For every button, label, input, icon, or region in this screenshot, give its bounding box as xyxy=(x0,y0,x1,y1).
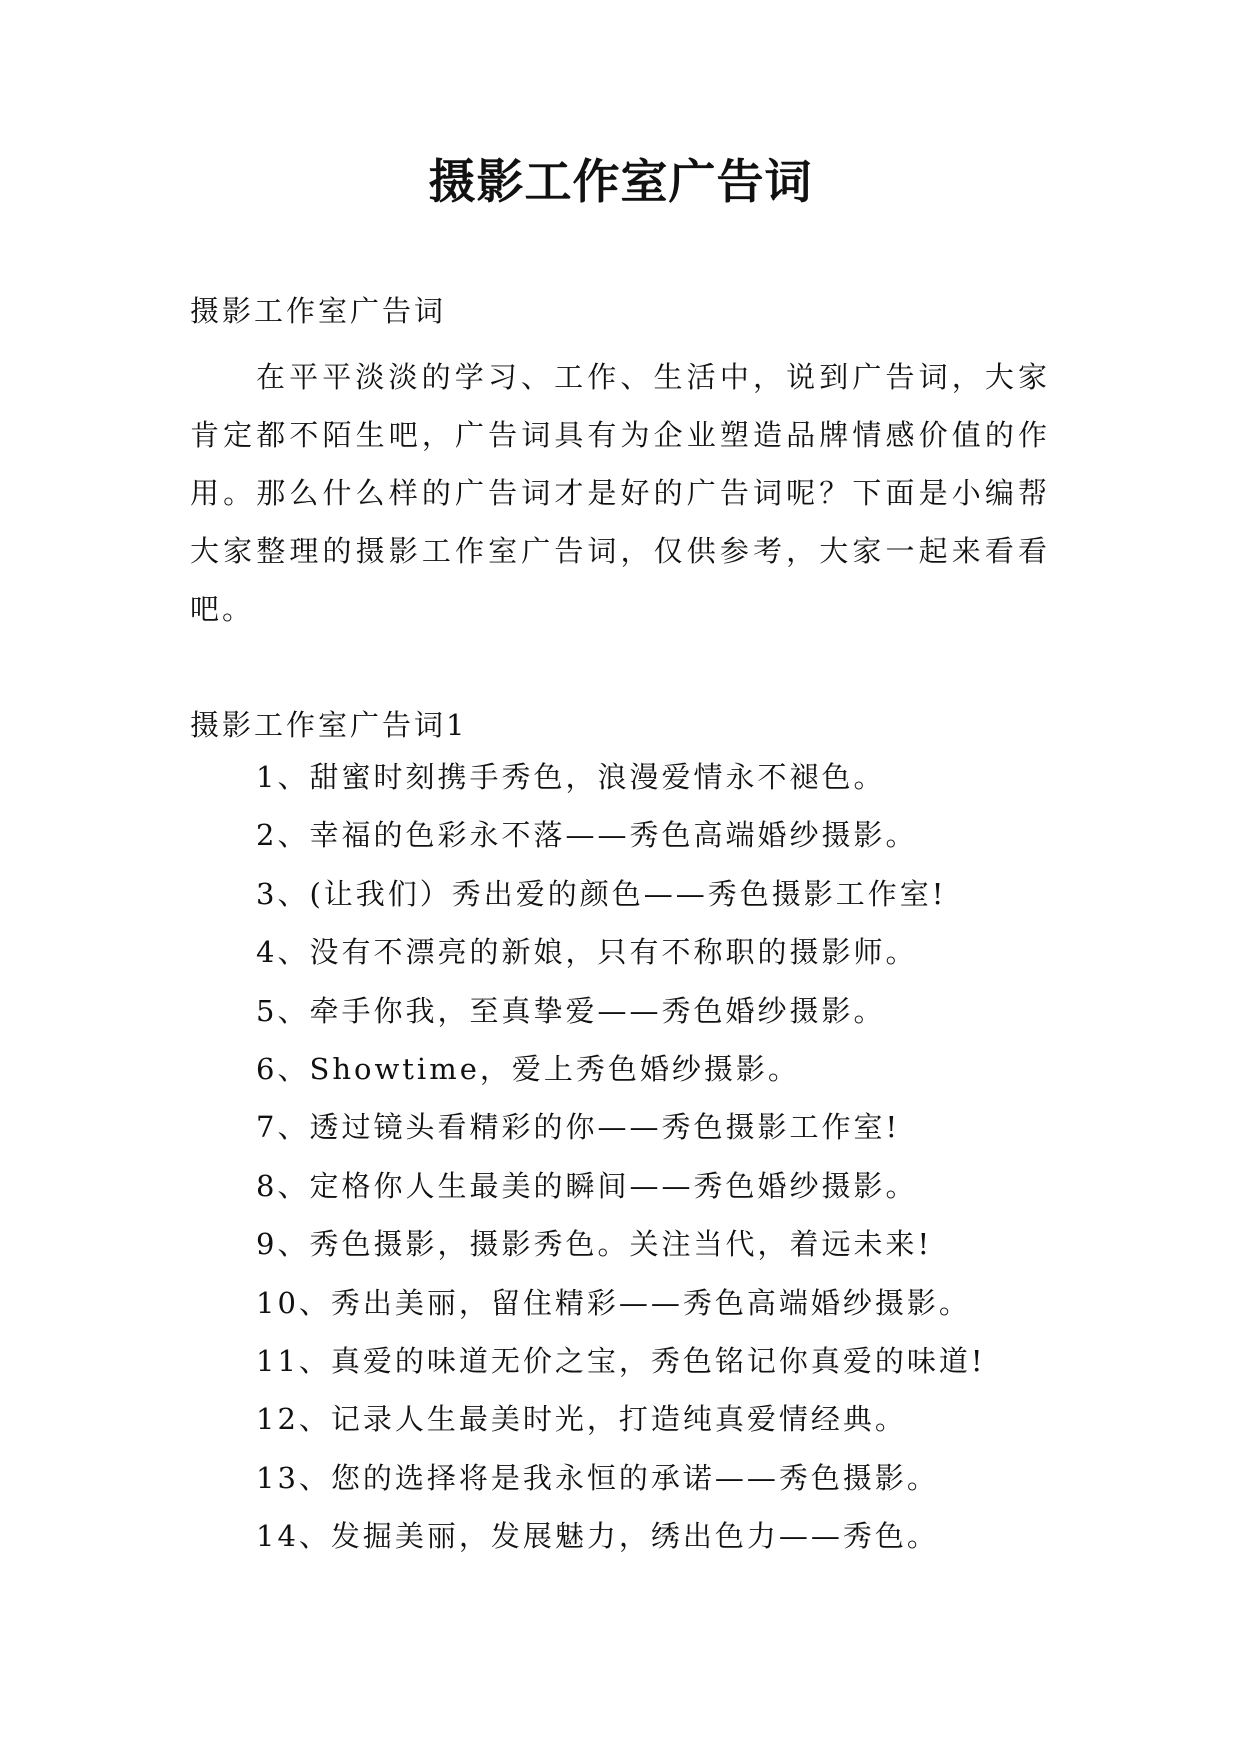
slogan-item: 1、甜蜜时刻携手秀色，浪漫爱情永不褪色。 xyxy=(256,760,886,794)
slogan-item: 12、记录人生最美时光，打造纯真爱情经典。 xyxy=(256,1402,907,1437)
slogan-item: 2、幸福的色彩永不落——秀色高端婚纱摄影。 xyxy=(256,818,918,853)
slogan-item: 3、(让我们）秀出爱的颜色——秀色摄影工作室! xyxy=(256,876,947,911)
slogan-list xyxy=(256,748,986,1565)
slogan-item: 10、秀出美丽，留住精彩——秀色高端婚纱摄影。 xyxy=(256,1285,971,1320)
document-title: 摄影工作室广告词 xyxy=(428,155,813,210)
intro-paragraph: 在平平淡淡的学习、工作、生活中，说到广告词，大家肯定都不陌生吧，广告词具有为企业塑造品牌情感价值的作用。那么什么样的广告词才是好的广告词呢？下面是小编帮大家整理的摄影工作室广告词，仅供参考，大家一起来看看吧。 xyxy=(190,360,1050,626)
slogan-item: 6、Showtime，爱上秀色婚纱摄影。 xyxy=(256,1051,800,1086)
slogan-item: 14、发掘美丽，发展魅力，绣出色力——秀色。 xyxy=(256,1519,939,1554)
slogan-item: 13、您的选择将是我永恒的承诺——秀色摄影。 xyxy=(256,1460,939,1495)
slogan-item: 8、定格你人生最美的瞬间——秀色婚纱摄影。 xyxy=(256,1168,918,1203)
slogan-item: 11、真爱的味道无价之宝，秀色铭记你真爱的味道! xyxy=(256,1343,986,1378)
slogan-item: 9、秀色摄影，摄影秀色。关注当代，着远未来! xyxy=(256,1227,933,1262)
slogan-item: 4、没有不漂亮的新娘，只有不称职的摄影师。 xyxy=(256,935,918,970)
section-heading: 摄影工作室广告词1 xyxy=(190,708,468,742)
slogan-item: 5、牵手你我，至真挚爱——秀色婚纱摄影。 xyxy=(256,993,886,1028)
document-subtitle: 摄影工作室广告词 xyxy=(190,294,447,328)
slogan-item: 7、透过镜头看精彩的你——秀色摄影工作室! xyxy=(256,1110,901,1145)
